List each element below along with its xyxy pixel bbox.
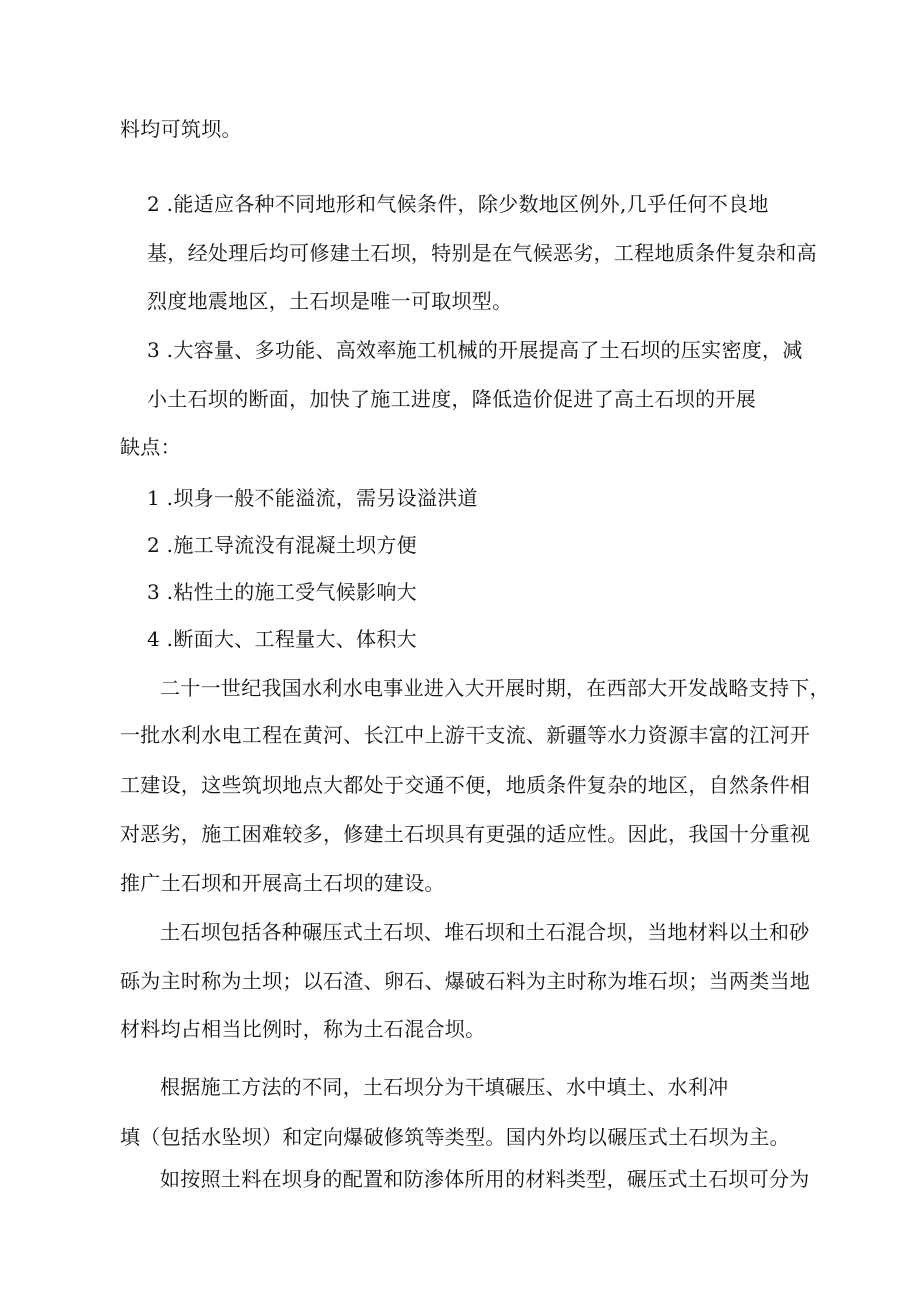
text-line: 小土石坝的断面，加快了施工进度，降低造价促进了高土石坝的开展 [147,387,756,411]
text-line: 填（包括水坠坝）和定向爆破修筑等类型。国内外均以碾压式土石坝为主。 [120,1125,790,1149]
text-line: 材料均占相当比例时，称为土石混合坝。 [120,1017,486,1041]
text-line: 料均可筑坝。 [120,117,242,141]
text-line: 如按照土料在坝身的配置和防渗体所用的材料类型，碾压式土石坝可分为 [160,1167,810,1191]
text-line: 3 .大容量、多功能、高效率施工机械的开展提高了土石坝的压实密度，减 [147,338,803,362]
text-line: 土石坝包括各种碾压式土石坝、堆石坝和土石混合坝，当地材料以土和砂 [160,920,810,944]
text-line: 2 .能适应各种不同地形和气候条件，除少数地区例外,几乎任何不良地 [147,192,769,216]
text-line: 烈度地震地区，土石坝是唯一可取坝型。 [147,289,513,313]
text-line: 2 .施工导流没有混凝土坝方便 [147,533,417,557]
text-line: 对恶劣，施工困难较多，修建土石坝具有更强的适应性。因此，我国十分重视 [120,822,811,846]
text-line: 二十一世纪我国水利水电事业进入大开展时期，在西部大开发战略支持下， [160,676,830,700]
text-line: 砾为主时称为土坝；以石渣、卵石、爆破石料为主时称为堆石坝；当两类当地 [120,969,811,993]
text-line: 推广土石坝和开展高土石坝的建设。 [120,871,445,895]
text-line: 缺点： [120,435,181,459]
text-line: 4 .断面大、工程量大、体积大 [147,627,417,651]
text-line: 基，经处理后均可修建土石坝，特别是在气候恶劣，工程地质条件复杂和高 [147,241,817,265]
text-line: 一批水利水电工程在黄河、长江中上游干支流、新疆等水力资源丰富的江河开 [120,723,811,747]
text-line: 1 .坝身一般不能溢流，需另设溢洪道 [147,486,478,510]
text-line: 3 .粘性土的施工受气候影响大 [147,580,417,604]
text-line: 根据施工方法的不同，土石坝分为干填碾压、水中填土、水利冲 [160,1075,729,1099]
text-line: 工建设，这些筑坝地点大都处于交通不便，地质条件复杂的地区，自然条件相 [120,773,811,797]
